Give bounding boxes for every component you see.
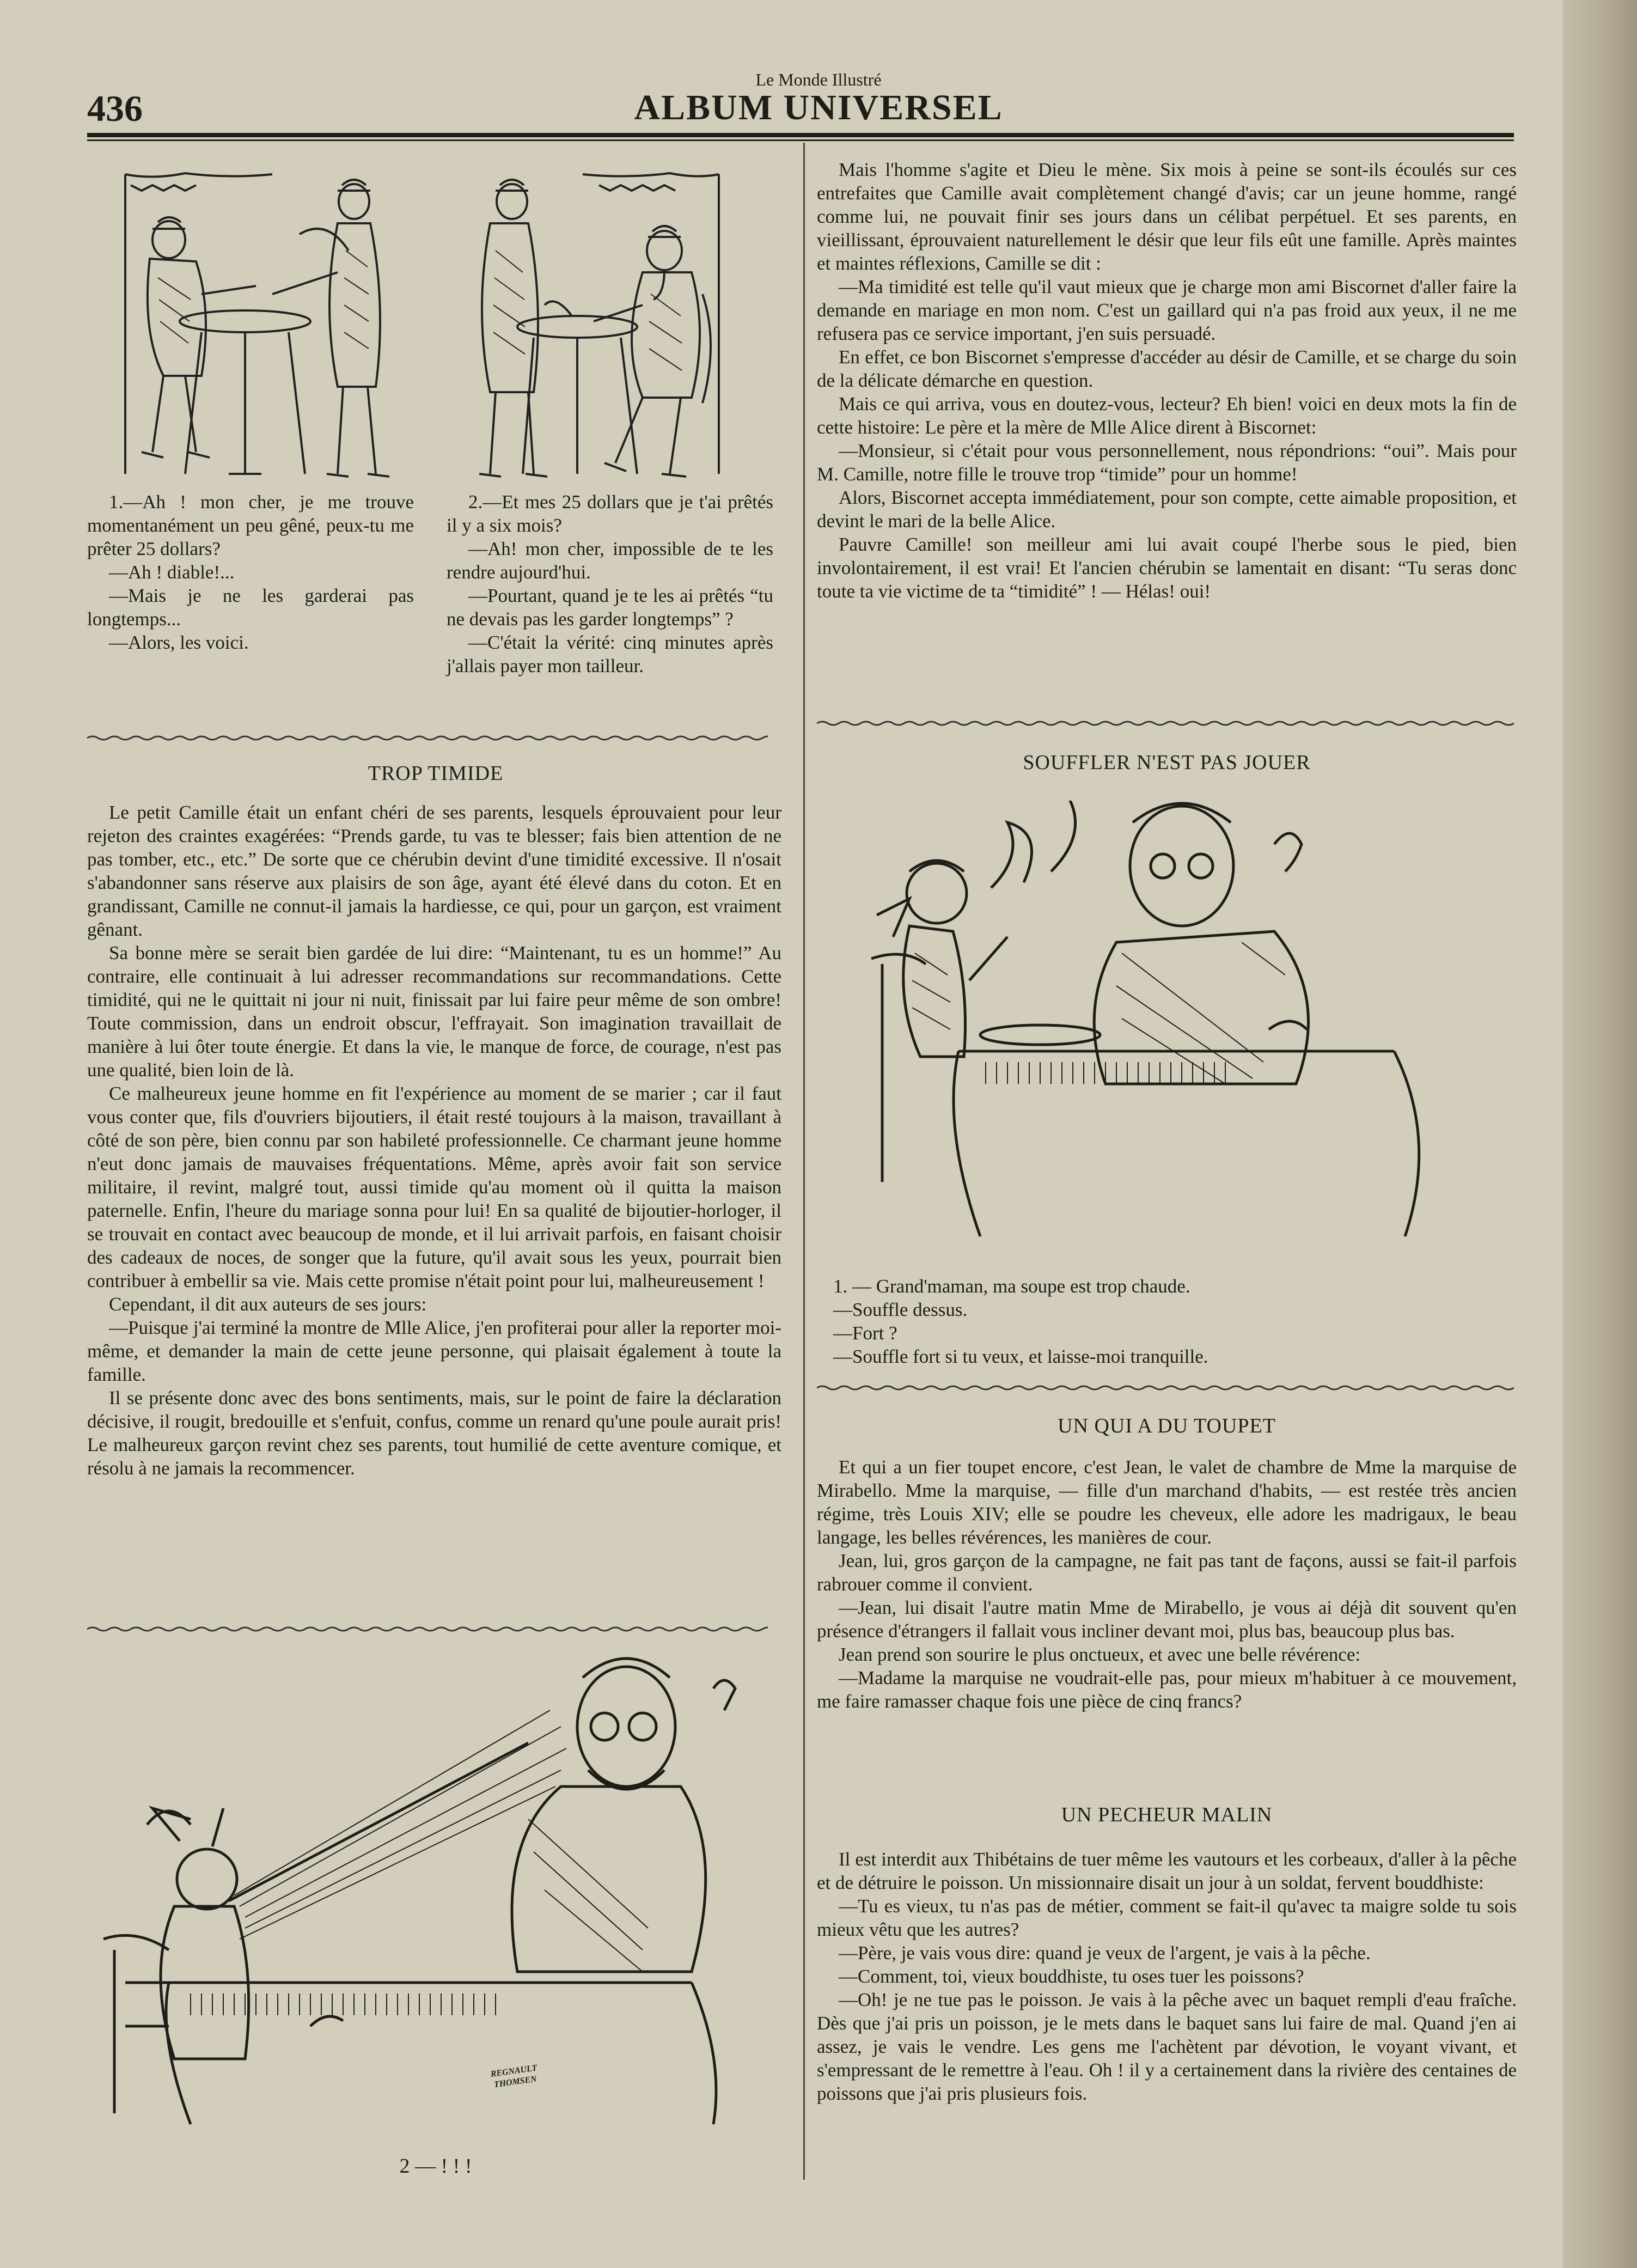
- paragraph: Jean, lui, gros garçon de la campagne, ne fait pas tant de façons, aussi se fait-il parfois rabrouer comme il convient.: [817, 1550, 1517, 1595]
- bottom-illustration-caption: 2 — ! ! !: [399, 2155, 472, 2178]
- paragraph: —Madame la marquise ne voudrait-elle pas, pour mieux m'habituer à ce mouvement, me faire ramasser chaque fois une pièce de cinq francs?: [817, 1667, 1517, 1712]
- paragraph: —Ma timidité est telle qu'il vaut mieux que je charge mon ami Biscornet d'aller faire la demande en mariage en mon nom. C'est un gaillard qui n'a pas froid aux yeux, il ne me refusera pas ce service important, j'en suis persuadé.: [817, 276, 1517, 344]
- caption-1-line: —Ah ! diable!...: [109, 562, 235, 583]
- paragraph: —Oh! je ne tue pas le poisson. Je vais à la pêche avec un baquet rempli d'eau fraîche. Dès que j'ai pris un poisson, je le mets dans le baquet sans lui faire de mal. Quand j'en ai assez, je vais le vendre. Les gens me l'achètent par dévotion, le voyant vivant, et s'empressant de le remettre à l'eau. Oh ! il y a certainement dans la rivière des centaines de poissons que j'ai pris plusieurs fois.: [817, 1989, 1517, 2104]
- paragraph: Jean prend son sourire le plus onctueux, et avec une belle révérence:: [839, 1644, 1361, 1665]
- story-trop-timide-continued: [817, 158, 1517, 603]
- illustration-signature: REGNAULT THOMSEN: [490, 2063, 538, 2090]
- page-number: 436: [87, 88, 143, 129]
- paragraph: —Tu es vieux, tu n'as pas de métier, comment se fait-il qu'avec ta maigre solde tu sois mieux vêtu que les autres?: [817, 1895, 1517, 1940]
- paragraph: Il se présente donc avec des bons sentiments, mais, sur le point de faire la déclaration décisive, il rougit, bredouille et s'enfuit, confus, comme un renard qu'une poule aurait pris! Le malheureux garçon revint chez ses parents, tout humilié de cette aventure comique, et résolu à ne jamais la recommencer.: [87, 1387, 781, 1479]
- comic-souffler-caption: [833, 1275, 1514, 1368]
- comic-caption-2: [447, 490, 773, 678]
- separator-squiggle: [87, 734, 768, 742]
- header-rule-thin: [87, 139, 1514, 141]
- separator-squiggle: [87, 1625, 768, 1633]
- caption-line: 1. — Grand'maman, ma soupe est trop chaude.: [833, 1276, 1190, 1297]
- story-toupet-body: [817, 1455, 1517, 1713]
- column-divider: [803, 143, 805, 2180]
- caption-1-line: —Mais je ne les garderai pas longtemps...: [87, 585, 414, 630]
- comic-panel-2-illustration: [436, 169, 741, 490]
- story-title-pecheur: UN PECHEUR MALIN: [1061, 1803, 1273, 1826]
- paragraph: Et qui a un fier toupet encore, c'est Jean, le valet de chambre de Mme la marquise de Mirabello. Mme la marquise, — fille d'un marchand d'habits, — est restée très ancien régime, très Louis XIV; elle se poudre les cheveux, elle adore les madrigaux, le beau langage, les belles révérences, les manières de cour.: [817, 1456, 1517, 1548]
- caption-2-line: —Pourtant, quand je te les ai prêtés “tu ne devais pas les garder longtemps” ?: [447, 585, 773, 630]
- page-gutter: [1563, 0, 1637, 2268]
- separator-squiggle: [817, 1383, 1514, 1392]
- paragraph: —Père, je vais vous dire: quand je veux de l'argent, je vais à la pêche.: [839, 1942, 1371, 1964]
- paragraph: —Monsieur, si c'était pour vous personnellement, nous répondrions: “oui”. Mais pour M. Camille, notre fille le trouve trop “timide” pour un homme!: [817, 440, 1517, 485]
- boy-and-grandmother-illustration: [860, 801, 1438, 1258]
- paragraph: Ce malheureux jeune homme en fit l'expérience au moment de se marier ; car il faut vous conter que, fils d'ouvriers bijoutiers, il était resté toujours à la maison, travaillant à côté de son père, bien connu par son habileté professionnelle. Ce charmant jeune homme n'eut donc jamais de mauvaises fréquentations. Même, après avoir fait son service militaire, il revint, malgré tout, aussi timide qu'au moment où il quitta la maison paternelle. Enfin, l'heure du mariage sonna pour lui! En sa qualité de bijoutier-horloger, il se trouvait en contact avec beaucoup de monde, et il lui arrivait parfois, en faisant choisir des cadeaux de noces, de songer que la future, qu'il avait sous les yeux, pourrait bien contribuer à embellir sa vie. Mais cette promise n'était point pour lui, malheureusement !: [87, 1083, 781, 1291]
- header-rule-thick: [87, 133, 1514, 137]
- caption-line: —Souffle fort si tu veux, et laisse-moi tranquille.: [833, 1346, 1208, 1367]
- caption-2-line: —C'était la vérité: cinq minutes après j'allais payer mon tailleur.: [447, 632, 773, 676]
- paragraph: —Comment, toi, vieux bouddhiste, tu oses tuer les poissons?: [839, 1966, 1304, 1987]
- comic-panel-1-illustration: [120, 169, 425, 490]
- caption-1-line: —Alors, les voici.: [109, 632, 249, 653]
- paragraph: Mais ce qui arriva, vous en doutez-vous, lecteur? Eh bien! voici en deux mots la fin de cette histoire: Le père et la mère de Mlle Alice dirent à Biscornet:: [817, 393, 1517, 438]
- story-title-toupet: UN QUI A DU TOUPET: [1058, 1415, 1276, 1437]
- caption-1-line: 1.—Ah ! mon cher, je me trouve momentanément un peu gêné, peux-tu me prêter 25 dollars?: [87, 491, 414, 559]
- caption-line: —Souffle dessus.: [833, 1299, 968, 1320]
- story-trop-timide-body: [87, 801, 781, 1480]
- comic-caption-1: [87, 490, 414, 654]
- paragraph: Cependant, il dit aux auteurs de ses jours:: [109, 1294, 427, 1315]
- paragraph: Sa bonne mère se serait bien gardée de lui dire: “Maintenant, tu es un homme!” Au contraire, elle continuait à lui adresser recommandations sur recommandations. Cette timidité, qui ne le quittait ni jour ni nuit, finissait par lui faire peur même de son ombre! Toute commission, dans un endroit obscur, l'effrayait. Son imagination travaillait de manière à lui ôter toute énergie. Et dans la vie, le manque de force, de courage, n'est pas une qualité, bien loin de là.: [87, 942, 781, 1081]
- separator-squiggle: [817, 719, 1514, 728]
- grandmother-blowing-illustration: [82, 1645, 779, 2135]
- paragraph: Pauvre Camille! son meilleur ami lui avait coupé l'herbe sous le pied, bien involontairement, il est vrai! Et l'ancien chérubin se lamentait en disant: “Tu seras donc toute ta vie victime de ta “timidité” ! — Hélas! oui!: [817, 534, 1517, 602]
- paragraph: —Jean, lui disait l'autre matin Mme de Mirabello, je vous ai déjà dit souvent qu'en présence d'étrangers il fallait vous incliner devant moi, plus bas, beaucoup plus bas.: [817, 1597, 1517, 1642]
- caption-2-line: —Ah! mon cher, impossible de te les rendre aujourd'hui.: [447, 538, 773, 583]
- paragraph: Il est interdit aux Thibétains de tuer même les vautours et les corbeaux, d'aller à la pêche et de détruire le poisson. Un missionnaire disait un jour à un soldat, fervent bouddhiste:: [817, 1849, 1517, 1893]
- story-title-trop-timide: TROP TIMIDE: [368, 762, 504, 785]
- comic-title-souffler: SOUFFLER N'EST PAS JOUER: [1023, 751, 1311, 774]
- paragraph: Mais l'homme s'agite et Dieu le mène. Six mois à peine se sont-ils écoulés sur ces entrefaites que Camille avait complètement changé d'avis; car un jeune homme, rangé comme lui, ne pouvait finir ses jours dans un célibat perpétuel. Et ses parents, en vieillissant, éprouvaient naturellement le désir que leur fils eût une famille. Après maintes et maintes réflexions, Camille se dit :: [817, 159, 1517, 274]
- paragraph: Alors, Biscornet accepta immédiatement, pour son compte, cette aimable proposition, et devint le mari de la belle Alice.: [817, 487, 1517, 532]
- paragraph: En effet, ce bon Biscornet s'empresse d'accéder au désir de Camille, et se charge du soin de la délicate démarche en question.: [817, 346, 1517, 391]
- paragraph: —Puisque j'ai terminé la montre de Mlle Alice, j'en profiterai pour aller la reporter moi-même, et demander la main de cette jeune personne, qui plaisait également à toute la famille.: [87, 1317, 781, 1385]
- paragraph: Le petit Camille était un enfant chéri de ses parents, lesquels éprouvaient pour leur rejeton des craintes exagérées: “Prends garde, tu vas te blesser; fais bien attention de ne pas tomber, etc., etc.” De sorte que ce chérubin devint d'une timidité excessive. Il n'osait s'abandonner sans réserve aux plaisirs de son âge, ayant été élevé dans du coton. Et en grandissant, Camille ne connut-il jamais la hardiesse, ce qui, pour un garçon, est vraiment gênant.: [87, 802, 781, 940]
- story-pecheur-body: [817, 1848, 1517, 2105]
- caption-line: —Fort ?: [833, 1322, 897, 1344]
- masthead-title: ALBUM UNIVERSEL: [634, 88, 1003, 127]
- caption-2-line: 2.—Et mes 25 dollars que je t'ai prêtés il y a six mois?: [447, 491, 773, 536]
- masthead-subtitle: Le Monde Illustré: [755, 70, 882, 89]
